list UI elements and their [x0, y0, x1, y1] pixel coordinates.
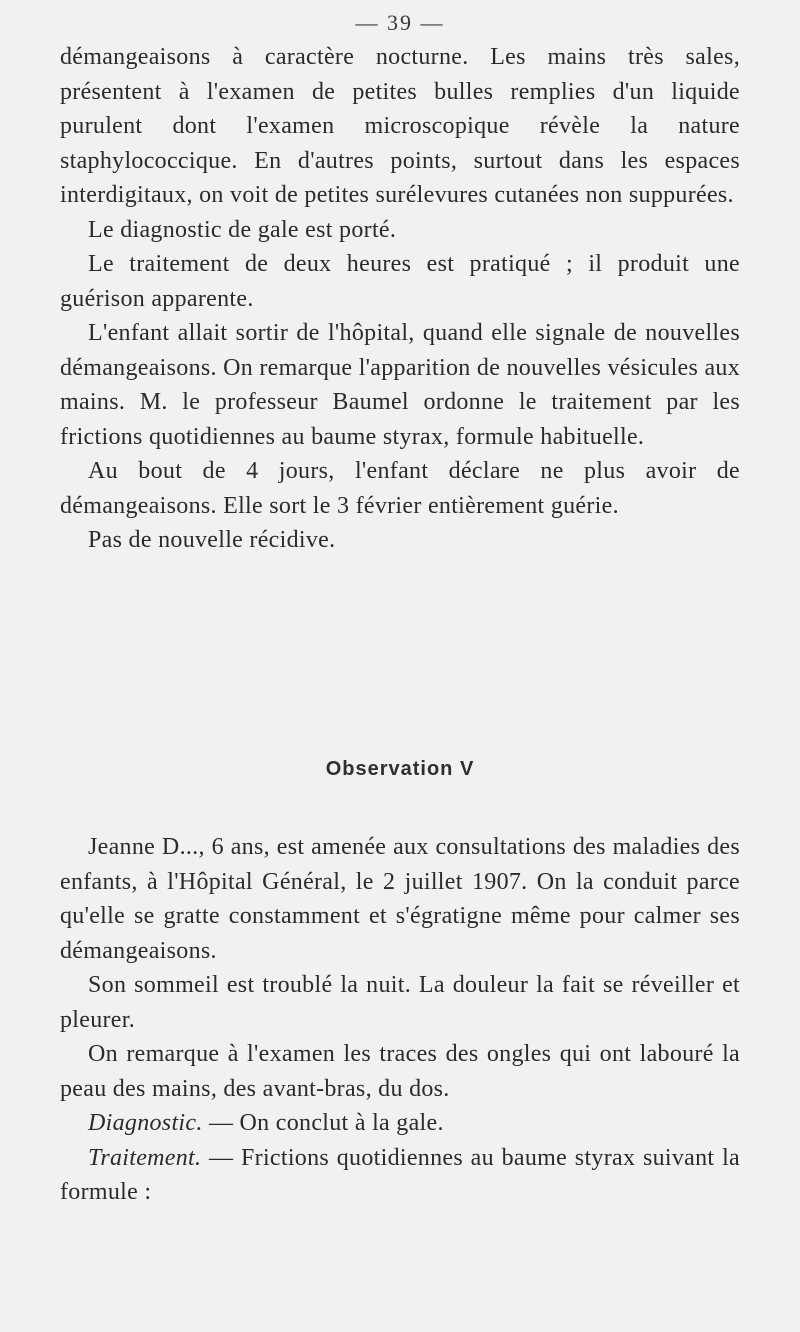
paragraph: Pas de nouvelle récidive. [88, 527, 336, 553]
paragraph: Le traitement de deux heures est pratiqué ; il produit une guérison apparente. [60, 251, 740, 312]
paragraph: Le diagnostic de gale est porté. [88, 216, 397, 243]
paragraph: L'enfant allait sortir de l'hôpital, quand elle signale de nouvelles démangeaisons. On remarque l'apparition de nouvelles vésicules aux mains. M. le professeur Baumel ordonne le traitement par les frictions quotidiennes au baume styrax, formule habituelle. [60, 320, 740, 450]
paragraph [60, 1106, 740, 1141]
paragraph: Son sommeil est troublé la nuit. La douleur la fait se réveiller et pleurer. [60, 972, 740, 1033]
diagnostic-label: Diagnostic. [88, 1110, 203, 1136]
paragraph: Au bout de 4 jours, l'enfant déclare ne plus avoir de démangeaisons. Elle sort le 3 février entièrement guérie. [60, 458, 740, 519]
paragraph [60, 1141, 740, 1210]
treatment-text: — Frictions quotidiennes au baume styrax suivant la formule : [60, 1144, 740, 1205]
paragraph: Jeanne D..., 6 ans, est amenée aux consultations des maladies des enfants, à l'Hôpital Général, le 2 juillet 1907. On la conduit parce qu'elle se gratte constamment et s'égratigne même pour calmer ses démangeaisons. [60, 834, 740, 964]
diagnostic-text: — On conclut à la gale. [202, 1110, 444, 1136]
treatment-label: Traitement. [88, 1144, 202, 1171]
case-continuation-text [60, 40, 740, 558]
paragraph: démangeaisons à caractère nocturne. Les mains très sales, présentent à l'examen de petites bulles remplies d'un liquide purulent dont l'examen microscopique révèle la nature staphylococcique. En d'autres points, surtout dans les espaces interdigitaux, on voit de petites surélevures cutanées non suppurées. [60, 44, 740, 208]
page-number: — 39 — [355, 10, 445, 35]
paragraph: On remarque à l'examen les traces des ongles qui ont labouré la peau des mains, des avant-bras, du dos. [60, 1041, 740, 1102]
observation-text [60, 830, 740, 1210]
section-title: Observation V [325, 758, 475, 780]
